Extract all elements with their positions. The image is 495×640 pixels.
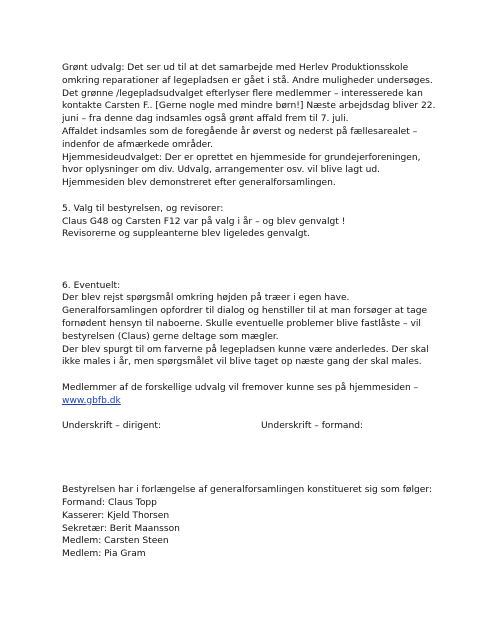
- text-line: indenfor de afmærkede områder.: [62, 139, 214, 150]
- signature-dirigent: Underskrift – dirigent:: [62, 421, 162, 432]
- spacer: [62, 241, 442, 279]
- text-line: Revisorerne og suppleanterne blev ligeledes genvalgt.: [62, 229, 310, 240]
- spacer: [62, 433, 442, 471]
- spacer: [62, 190, 442, 203]
- link-line: [62, 395, 442, 408]
- section-heading: 5. Valg til bestyrelsen, og revisorer:: [62, 203, 224, 214]
- spacer: [62, 369, 442, 382]
- text-line: ikke males i år, men spørgsmålet vil blive taget op næste gang der skal males.: [62, 357, 422, 368]
- text-line: Claus G48 og Carsten F12 var på valg i år – og blev genvalgt !: [62, 216, 346, 227]
- text-line: Generalforsamlingen opfordrer til dialog og henstiller til at man forsøger at tage: [62, 306, 428, 317]
- board-constitution: [62, 484, 442, 561]
- text-line: Hjemmesideudvalget: Der er oprettet en hjemmeside for grundejerforeningen,: [62, 152, 421, 163]
- board-intro: Bestyrelsen har i forlængelse af generalforsamlingen konstitueret sig som følger:: [62, 485, 433, 496]
- text-line: kontakte Carsten F.. [Gerne nogle med mindre børn!] Næste arbejdsdag bliver 22.: [62, 101, 436, 112]
- board-member: Medlem: Pia Gram: [62, 549, 146, 560]
- text-line: Hjemmesiden blev demonstreret efter generalforsamlingen.: [62, 178, 336, 189]
- paragraph-green-committee: [62, 62, 442, 190]
- text-line: fornødent hensyn til naboerne. Skulle eventuelle problemer blive fastlåste – vil: [62, 318, 421, 329]
- document-body: [62, 62, 442, 561]
- paragraph-election: [62, 203, 442, 241]
- text-line: Der blev spurgt til om farverne på legepladsen kunne være anderledes. Der skal: [62, 344, 429, 355]
- text-line: Grønt udvalg: Det ser ud til at det samarbejde med Herlev Produktionsskole: [62, 63, 409, 73]
- paragraph-website: [62, 382, 442, 408]
- board-member: Kasserer: Kjeld Thorsen: [62, 510, 170, 521]
- website-link[interactable]: www.gbfb.dk: [62, 395, 121, 406]
- signature-row: [62, 420, 442, 433]
- spacer: [62, 472, 442, 485]
- text-line: Affaldet indsamles som de foregående år øverst og nederst på fællesarealet –: [62, 126, 418, 137]
- text-line: juni – fra denne dag indsamles også grønt affald frem til 7. juli.: [62, 114, 349, 125]
- text-line: Det grønne /legepladsudvalget efterlyser flere medlemmer – interesserede kan: [62, 88, 423, 99]
- text-line: hvor oplysninger om div. Udvalg, arrangementer osv. vil blive lagt ud.: [62, 165, 381, 176]
- section-heading: 6. Eventuelt:: [62, 280, 121, 291]
- board-member: Formand: Claus Topp: [62, 498, 157, 509]
- board-member: Sekretær: Berit Maansson: [62, 523, 180, 534]
- paragraph-misc: [62, 280, 442, 370]
- text-line: bestyrelsen (Claus) gerne deltage som mægler.: [62, 331, 279, 342]
- text-line: omkring reparationer af legepladsen er gået i stå. Andre muligheder undersøges.: [62, 75, 433, 86]
- text-line: Medlemmer af de forskellige udvalg vil fremover kunne ses på hjemmesiden –: [62, 382, 419, 393]
- spacer: [62, 408, 442, 421]
- text-line: Der blev rejst spørgsmål omkring højden på træer i egen have.: [62, 293, 350, 304]
- signature-formand: Underskrift – formand:: [261, 421, 364, 432]
- board-member: Medlem: Carsten Steen: [62, 536, 169, 547]
